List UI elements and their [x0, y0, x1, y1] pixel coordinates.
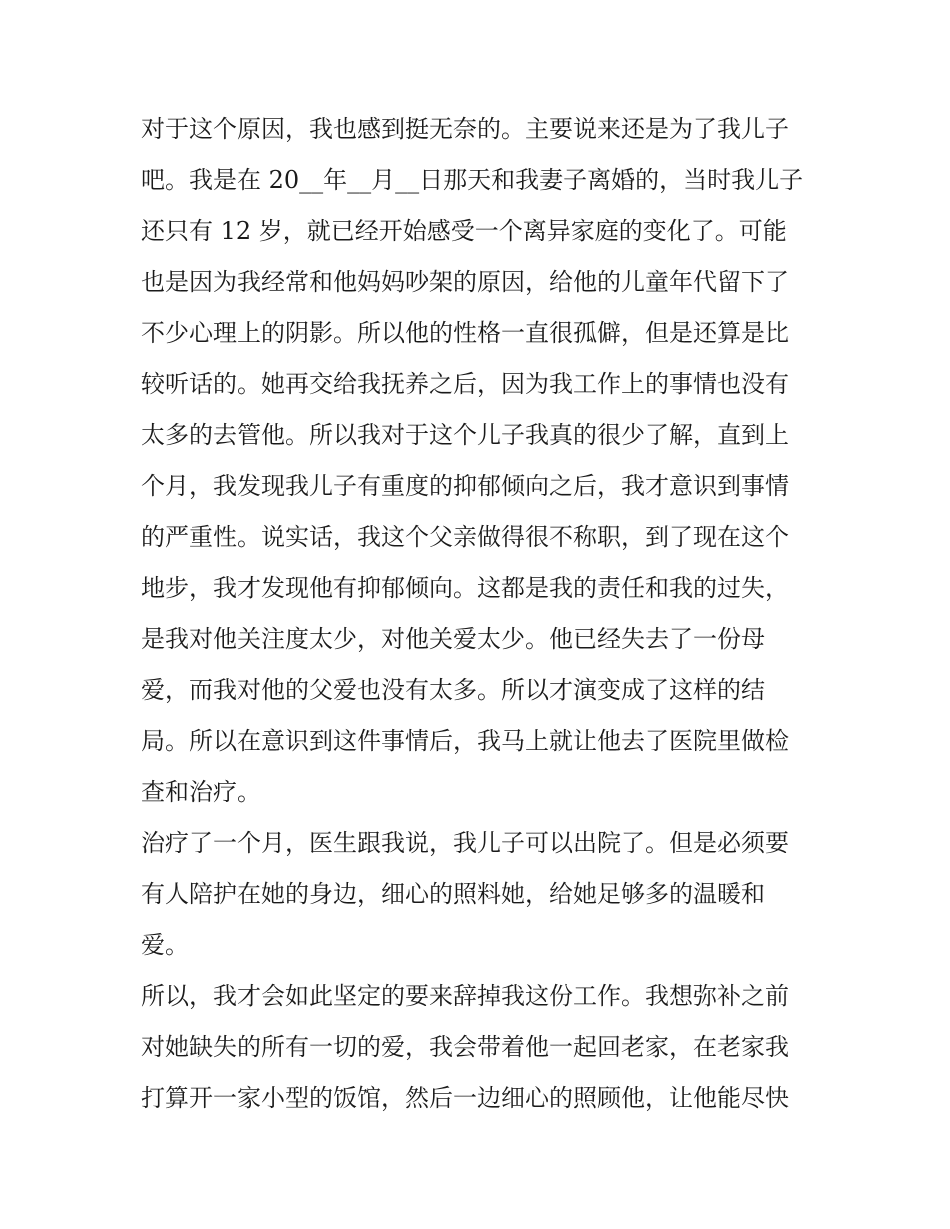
- text-line: 不少心理上的阴影。所以他的性格一直很孤僻，但是还算是比: [141, 319, 789, 347]
- text-line: 较听话的。她再交给我抚养之后，因为我工作上的事情也没有: [141, 370, 789, 398]
- text-line: 局。所以在意识到这件事情后，我马上就让他去了医院里做检: [141, 727, 789, 755]
- text-line: 是我对他关注度太少，对他关爱太少。他已经失去了一份母: [141, 625, 765, 653]
- text-line: 个月，我发现我儿子有重度的抑郁倾向之后，我才意识到事情: [141, 472, 789, 500]
- text-line: 吧。我是在 20__年__月__日那天和我妻子离婚的，当时我儿子: [141, 166, 804, 194]
- text-line: 所以，我才会如此坚定的要来辞掉我这份工作。我想弥补之前: [141, 982, 789, 1010]
- text-line: 有人陪护在她的身边，细心的照料她，给她足够多的温暖和: [141, 880, 765, 908]
- text-line: 爱，而我对他的父爱也没有太多。所以才演变成了这样的结: [141, 676, 765, 704]
- text-line: 太多的去管他。所以我对于这个儿子我真的很少了解，直到上: [141, 421, 789, 449]
- text-line: 的严重性。说实话，我这个父亲做得很不称职，到了现在这个: [141, 523, 789, 551]
- text-line: 爱。: [141, 931, 189, 959]
- text-line: 治疗了一个月，医生跟我说，我儿子可以出院了。但是必须要: [141, 829, 789, 857]
- text-line: 对她缺失的所有一切的爱，我会带着他一起回老家，在老家我: [141, 1033, 789, 1061]
- text-line: 地步，我才发现他有抑郁倾向。这都是我的责任和我的过失，: [141, 574, 789, 602]
- text-line: 对于这个原因，我也感到挺无奈的。主要说来还是为了我儿子: [141, 115, 789, 143]
- text-line: 还只有 12 岁，就已经开始感受一个离异家庭的变化了。可能: [141, 217, 787, 245]
- text-line: 也是因为我经常和他妈妈吵架的原因，给他的儿童年代留下了: [141, 268, 789, 296]
- text-line: 打算开一家小型的饭馆，然后一边细心的照顾他，让他能尽快: [141, 1084, 789, 1112]
- body-text: [141, 104, 821, 1124]
- text-line: 查和治疗。: [141, 778, 261, 806]
